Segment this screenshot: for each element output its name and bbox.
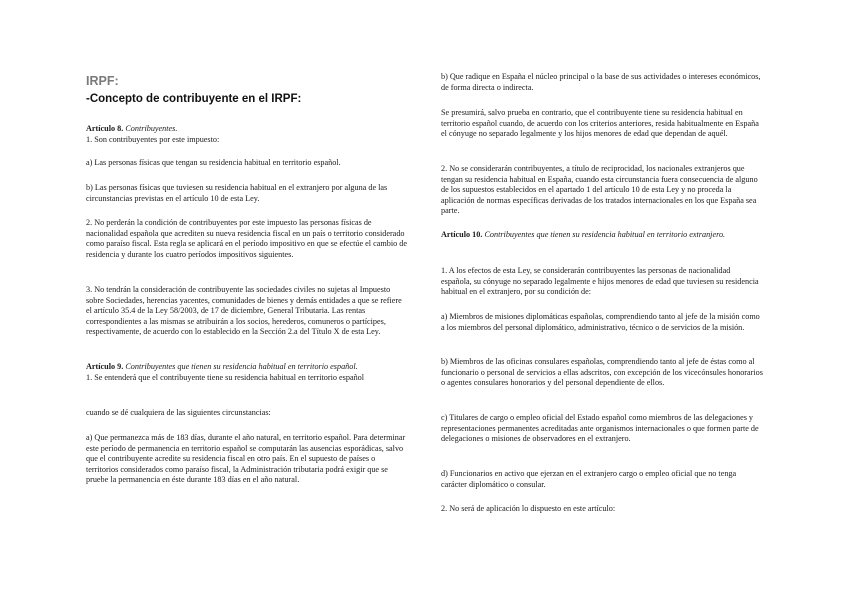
- article-9-heading-italic: Contribuyentes que tienen su residencia habitual en territorio español.: [125, 362, 358, 371]
- paragraph-presumira: Se presumirá, salvo prueba en contrario, que el contribuyente tiene su residencia habitual en territorio español cuando, de acuerdo con los criterios anteriores, resida habitualmente en España el cónyuge no separado legalmente y los hijos menores de edad que dependan de aquél.: [441, 108, 759, 139]
- article-9-heading: Artículo 9.: [86, 362, 124, 371]
- document-subtitle: -Concepto de contribuyente en el IRPF:: [86, 93, 302, 105]
- article-8-line1: 1. Son contribuyentes por este impuesto:: [86, 134, 220, 144]
- article-8-block: [86, 124, 408, 145]
- article-10-heading-italic: Contribuyentes que tienen su residencia habitual en territorio extranjero.: [484, 230, 726, 239]
- paragraph-b-art10: b) Miembros de las oficinas consulares españolas, comprendiendo tanto al jefe de éstas como al funcionario o personal de servicios a ellas adscritos, con excepción de los vicecónsules honorarios o agentes consulares honorarios y del personal dependiente de ellos.: [441, 357, 763, 388]
- paragraph-b-art9: b) Que radique en España el núcleo principal o la base de sus actividades o intereses económicos, de forma directa o indirecta.: [441, 72, 761, 92]
- article-8-heading-italic: Contribuyentes.: [125, 124, 178, 133]
- paragraph-a-art9: a) Que permanezca más de 183 días, durante el año natural, en territorio español. Para determinar este período de permanencia en territorio español se computarán las ausencias esporádicas, salvo que el contribuyente acredite su residencia fiscal en otro país. En el supuesto de países o territorios considerados como paraíso fiscal, la Administración tributaria podrá exigir que se pruebe la permanencia en éste durante 183 días en el año natural.: [86, 433, 406, 485]
- document-title: IRPF:: [86, 74, 119, 88]
- paragraph-b: b) Las personas físicas que tuviesen su residencia habitual en el extranjero por alguna de las circunstancias previstas en el artículo 10 de esta Ley.: [86, 183, 388, 203]
- article-8-heading: Artículo 8.: [86, 124, 124, 133]
- article-10-block: [441, 230, 763, 241]
- paragraph-a-art10: a) Miembros de misiones diplomáticas españolas, comprendiendo tanto al jefe de la misión como a los miembros del personal diplomático, administrativo, técnico o de servicios de la misión.: [441, 312, 760, 332]
- paragraph-2-art10: 2. No será de aplicación lo dispuesto en este artículo:: [441, 504, 616, 513]
- paragraph-d-art10: d) Funcionarios en activo que ejerzan en el extranjero cargo o empleo oficial que no tenga carácter diplomático o consular.: [441, 469, 737, 489]
- article-9-line1: 1. Se entenderá que el contribuyente tiene su residencia habitual en territorio español: [86, 372, 365, 382]
- article-9-block: [86, 362, 408, 383]
- paragraph-cuando: cuando se dé cualquiera de las siguientes circunstancias:: [86, 408, 271, 417]
- paragraph-3: 3. No tendrán la consideración de contribuyente las sociedades civiles no sujetas al Impuesto sobre Sociedades, herencias yacentes, comunidades de bienes y demás entidades a que se refiere el artículo 35.4 de la Ley 58/2003, de 17 de diciembre, General Tributaria. Las rentas correspondientes a las mismas se atribuirán a los socios, herederos, comuneros o partícipes, respectivamente, de acuerdo con lo establecido en la Sección 2.a del Título X de esta Ley.: [86, 285, 402, 337]
- article-10-heading: Artículo 10.: [441, 230, 483, 239]
- paragraph-c-art10: c) Titulares de cargo o empleo oficial del Estado español como miembros de las delegaciones y representaciones permanentes acreditadas ante organismos internacionales o que formen parte de delegaciones o misiones de observadores en el extranjero.: [441, 413, 759, 444]
- paragraph-a: a) Las personas físicas que tengan su residencia habitual en territorio español.: [86, 158, 341, 167]
- paragraph-2: 2. No perderán la condición de contribuyentes por este impuesto las personas físicas de nacionalidad española que acrediten su nueva residencia fiscal en un país o territorio considerado como paraíso fiscal. Esta regla se aplicará en el período impositivo en que se efectúe el cambio de residencia y durante los cuatro períodos impositivos siguientes.: [86, 218, 408, 259]
- paragraph-2-art9: 2. No se considerarán contribuyentes, a título de reciprocidad, los nacionales extranjeros que tengan su residencia habitual en España, cuando esta circunstancia fuera consecuencia de alguno de los supuestos establecidos en el apartado 1 del artículo 10 de esta Ley y no proceda la aplicación de normas específicas derivadas de los tratados internacionales en los que España sea parte.: [441, 164, 758, 216]
- paragraph-1-art10: 1. A los efectos de esta Ley, se considerarán contribuyentes las personas de nacionalidad española, su cónyuge no separado legalmente e hijos menores de edad que tuviesen su residencia habitual en el extranjero, por su condición de:: [441, 266, 759, 297]
